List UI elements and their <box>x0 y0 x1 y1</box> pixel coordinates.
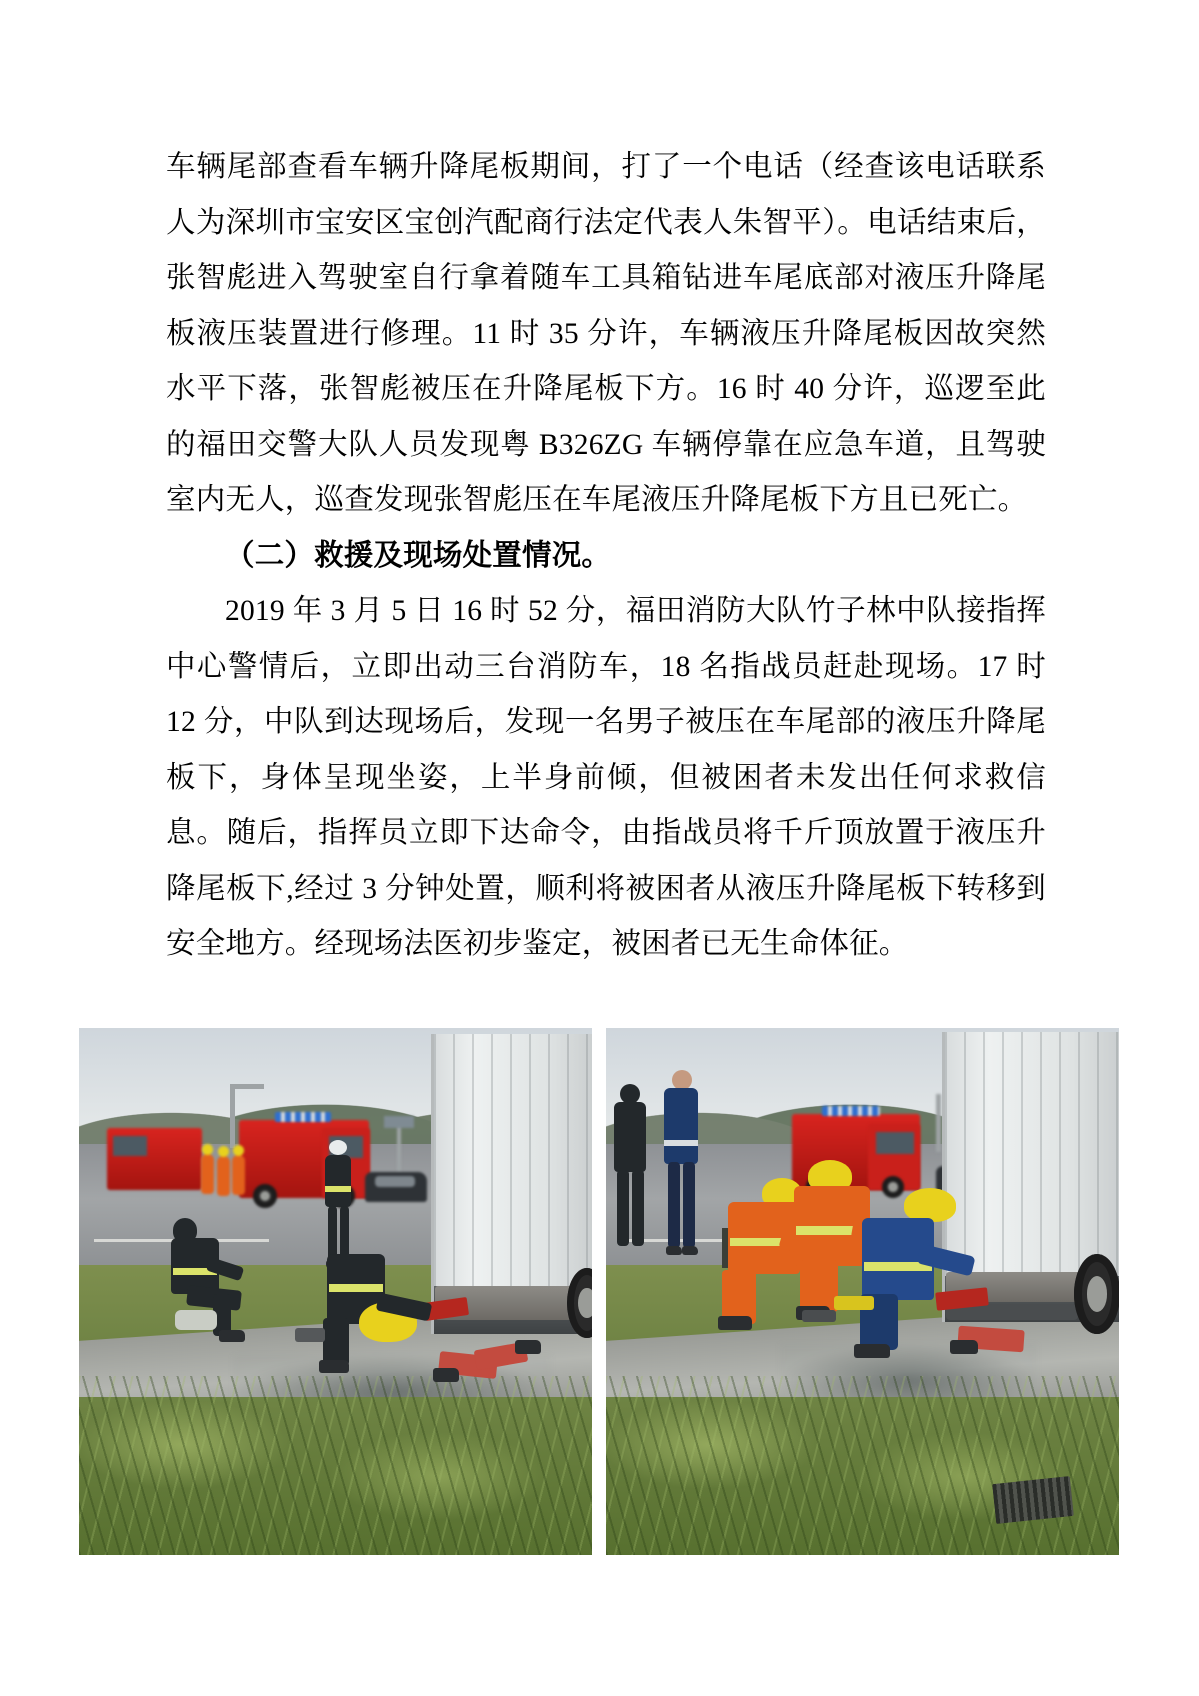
responder-suit <box>201 1154 214 1194</box>
bystander-standing <box>612 1084 652 1264</box>
bystander-head <box>620 1084 640 1104</box>
truck-rear-wheel <box>1074 1254 1119 1334</box>
tool-on-ground <box>834 1296 874 1310</box>
responder-helmet <box>233 1145 244 1156</box>
reflective-stripe <box>329 1284 383 1292</box>
firefighter-kneeling-left <box>167 1218 277 1353</box>
tool-on-ground <box>802 1310 836 1322</box>
reflective-stripe <box>664 1140 698 1146</box>
road-sign-panel <box>384 1116 414 1128</box>
rescuer-leg <box>800 1260 838 1312</box>
firefighter-helmet <box>329 1140 347 1155</box>
police-officer-head <box>672 1070 692 1090</box>
firefighter-leg <box>323 1318 349 1366</box>
rescue-photo-right <box>606 1028 1119 1555</box>
police-officer-leg <box>683 1162 695 1248</box>
police-officer-shoe <box>666 1246 682 1255</box>
fire-engine-cab-window <box>876 1132 914 1154</box>
grass-texture <box>79 1376 592 1555</box>
street-light-arm <box>230 1084 264 1089</box>
photo-row <box>79 1028 1120 1555</box>
firefighter-helmet <box>904 1188 956 1222</box>
trapped-person-shoe <box>433 1368 459 1382</box>
emergency-lightbar <box>822 1106 880 1116</box>
rescue-photo-left <box>79 1028 592 1555</box>
bystander-leg <box>632 1170 644 1246</box>
police-officer-uniform <box>664 1088 698 1164</box>
reflective-stripe <box>325 1186 351 1192</box>
section-heading-rescue: （二）救援及现场处置情况。 <box>225 539 612 572</box>
firefighter-jacket <box>325 1155 351 1207</box>
responder-helmet <box>202 1144 213 1155</box>
trapped-person-shoe <box>515 1340 541 1354</box>
bystander-leg <box>617 1170 629 1246</box>
police-officer-shoe <box>682 1246 698 1255</box>
trapped-person-shoe <box>950 1340 978 1354</box>
fire-engine-wheel <box>253 1184 277 1208</box>
document-body <box>166 140 1046 973</box>
responder-suit <box>232 1155 245 1195</box>
firefighter-boot <box>319 1360 349 1373</box>
responder-suit <box>217 1156 230 1196</box>
debris-object <box>175 1310 217 1330</box>
firefighter-boot <box>854 1344 890 1358</box>
rescuer-boot <box>718 1316 752 1330</box>
passing-car-window <box>375 1176 415 1187</box>
police-officer-leg <box>668 1162 680 1248</box>
drain-grate <box>992 1476 1074 1524</box>
bystander-jacket <box>614 1102 646 1172</box>
fire-engine-windshield <box>113 1136 147 1156</box>
grass-texture <box>606 1376 1119 1555</box>
paragraph-rescue-detail: 2019 年 3 月 5 日 16 时 52 分，福田消防大队竹子林中队接指挥中心警情后，立即出动三台消防车，18 名指战员赶赴现场。17 时 12 分，中队到达现场后，发现一名男子被压在车尾部的液压升降尾板下，身体呈现坐姿，上半身前倾，但被困者未发出任何求救信息。随后，指挥员立即下达命令，由指战员将千斤顶放置于液压升降尾板下,经过 3 分钟处置，顺利将被困者从液压升降尾板下转移到安全地方。经现场法医初步鉴定，被困者已无生命体征。 <box>166 595 1046 960</box>
responder-distant-group <box>201 1140 245 1204</box>
tool-on-ground <box>295 1328 325 1342</box>
responder-helmet <box>218 1146 229 1157</box>
paragraph-incident-detail: 车辆尾部查看车辆升降尾板期间，打了一个电话（经查该电话联系人为深圳市宝安区宝创汽配商行法定代表人朱智平）。电话结束后，张智彪进入驾驶室自行拿着随车工具箱钻进车尾底部对液压升降尾板液压装置进行修理。11 时 35 分许，车辆液压升降尾板因故突然水平下落，张智彪被压在升降尾板下方。16 时 40 分许，巡逻至此的福田交警大队人员发现粤 B326ZG 车辆停靠在应急车道，且驾驶室内无人，巡查发现张智彪压在车尾液压升降尾板下方且已死亡。 <box>166 151 1046 516</box>
road-sign-post <box>397 1120 401 1174</box>
street-light-pole <box>230 1084 235 1148</box>
emergency-lightbar <box>275 1112 331 1122</box>
street-light-pole <box>936 1094 941 1152</box>
firefighter-boot <box>219 1330 245 1342</box>
firefighter-yellow-helmet <box>319 1240 449 1380</box>
police-officer-standing <box>660 1070 704 1270</box>
